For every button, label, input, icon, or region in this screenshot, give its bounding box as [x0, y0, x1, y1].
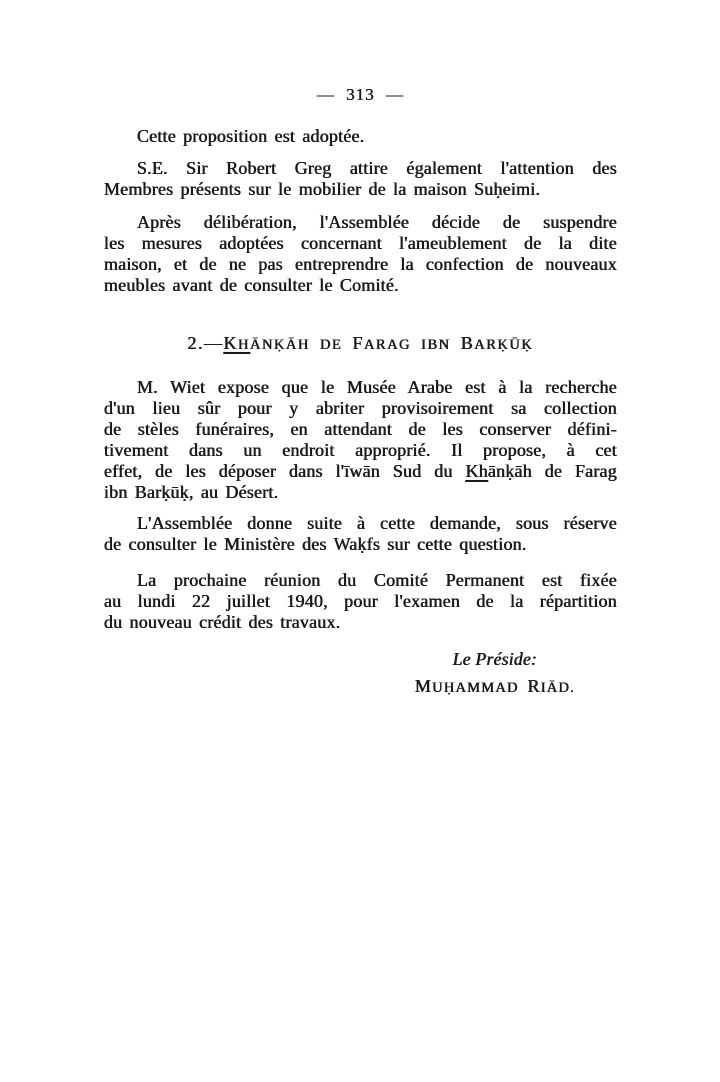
text-line: Cette proposition est adoptée.	[137, 126, 365, 146]
text-line: maison, et de ne pas entreprendre la confection de nouveaux	[104, 254, 617, 274]
text-run: effet, de les déposer dans l'īwān Sud du	[104, 461, 466, 481]
signature-name	[370, 675, 620, 699]
text-run: Kh	[465, 461, 488, 481]
paragraph-deliberation	[104, 212, 617, 296]
section-heading-khankah	[104, 331, 617, 357]
text-run: IBN	[411, 337, 461, 353]
text-line: de consulter le Ministère des Waḳfs sur cette question.	[104, 534, 527, 554]
paragraph-wiet-musee-arabe	[104, 377, 617, 503]
text-run: M	[414, 676, 433, 696]
text-line: S.E. Sir Robert Greg attire également l'attention des	[137, 158, 617, 178]
signature-title: Le Préside:	[452, 649, 538, 669]
text-line: du nouveau crédit des travaux.	[104, 612, 341, 632]
text-run: H	[238, 337, 251, 353]
text-line: La prochaine réunion du Comité Permanent est fixée	[137, 570, 617, 590]
text-run: DE	[309, 337, 353, 353]
page-number: — 313 —	[317, 85, 404, 104]
text-line: meubles avant de consulter le Comité.	[104, 275, 399, 295]
text-run: ARAG	[364, 337, 412, 353]
signature-block	[370, 648, 620, 699]
text-line: Membres présents sur le mobilier de la maison Suḥeimi.	[104, 179, 541, 199]
text-run: 2.—	[187, 333, 224, 353]
text-run: IĀD.	[540, 680, 575, 696]
paragraph-prochaine-reunion	[104, 570, 617, 633]
text-line: d'un lieu sûr pour y abriter provisoirement sa collection	[104, 398, 617, 418]
text-line	[104, 461, 617, 482]
text-run: R	[527, 676, 541, 696]
text-run: B	[460, 333, 475, 353]
text-run: ānḳāh de Farag	[487, 461, 617, 481]
text-line: Après délibération, l'Assemblée décide de suspendre	[137, 212, 617, 232]
text-run: ĀNḲĀH	[250, 337, 310, 353]
text-line: ibn Barḳūḳ, au Désert.	[104, 482, 279, 502]
text-run: ARḲŪḲ	[474, 337, 534, 353]
text-line: les mesures adoptées concernant l'ameublement de la dite	[104, 233, 617, 253]
paragraph-assemblee-demande	[104, 513, 617, 555]
paragraph-proposition-adoptee	[104, 126, 617, 147]
text-line: tivement dans un endroit approprié. Il propose, à cet	[104, 440, 617, 460]
text-line: au lundi 22 juillet 1940, pour l'examen de la répartition	[104, 591, 617, 611]
text-run: F	[352, 333, 365, 353]
text-line: de stèles funéraires, en attendant de les conserver défini-	[104, 419, 617, 439]
text-line: M. Wiet expose que le Musée Arabe est à la recherche	[137, 377, 617, 397]
paragraph-robert-greg	[104, 158, 617, 200]
text-run: UḤAMMAD	[432, 680, 528, 696]
text-line: L'Assemblée donne suite à cette demande, sous réserve	[137, 513, 617, 533]
text-run: K	[223, 333, 239, 353]
